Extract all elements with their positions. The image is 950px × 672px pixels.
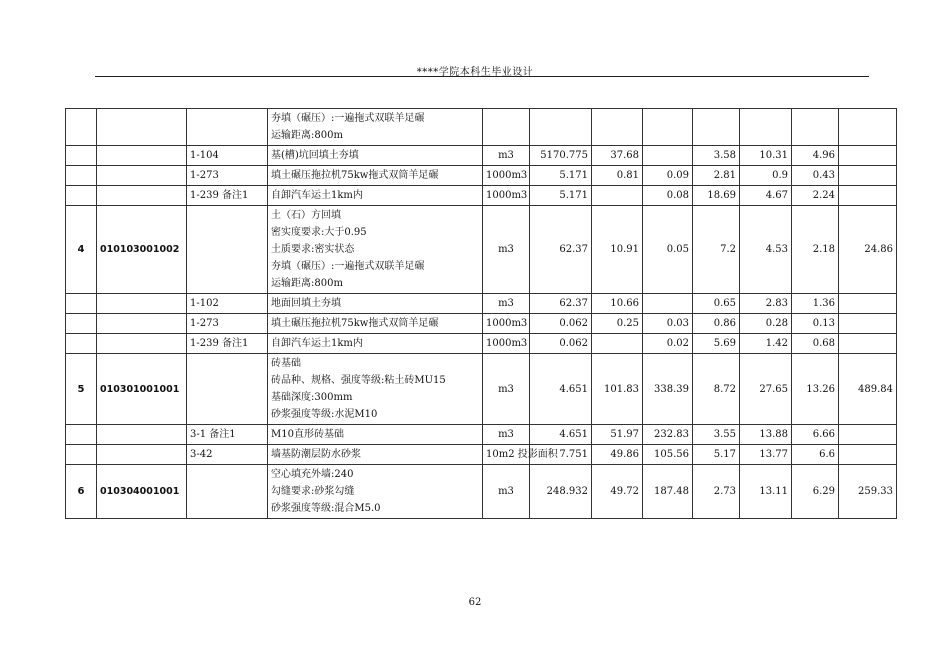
item-description-cell xyxy=(268,294,483,314)
item-description-cell xyxy=(268,354,483,425)
header-divider xyxy=(95,76,869,77)
quota-number-cell xyxy=(187,465,268,519)
material-cost-cell: 0.08 xyxy=(643,186,693,206)
material-cost-cell xyxy=(643,294,693,314)
table-row xyxy=(66,314,897,334)
description-line: 土质要求:密实状态 xyxy=(271,244,355,255)
unit-cell: 1000m3 xyxy=(483,334,530,354)
description-line: 填土碾压拖拉机75kw拖式双筒羊足碾 xyxy=(271,318,439,329)
comprehensive-unit-price-cell: 259.33 xyxy=(839,465,897,519)
comprehensive-unit-price-cell xyxy=(839,109,897,146)
material-cost-cell: 0.09 xyxy=(643,166,693,186)
table-row xyxy=(66,109,897,146)
profit-cell: 13.26 xyxy=(792,354,839,425)
description-line: 空心填充外墙:240 xyxy=(271,469,354,480)
item-description-cell xyxy=(268,465,483,519)
quota-number-cell: 1-102 xyxy=(187,294,268,314)
description-line: 密实度要求:大于0.95 xyxy=(271,227,367,238)
comprehensive-unit-price-cell xyxy=(839,425,897,445)
comprehensive-unit-price-cell xyxy=(839,314,897,334)
unit-cell: m3 xyxy=(483,465,530,519)
item-description-cell xyxy=(268,445,483,465)
labor-cost-cell: 0.25 xyxy=(592,314,643,334)
unit-cell: m3 xyxy=(483,294,530,314)
machine-cost-cell: 0.65 xyxy=(693,294,740,314)
labor-cost-cell: 101.83 xyxy=(592,354,643,425)
machine-cost-cell: 5.69 xyxy=(693,334,740,354)
table-row xyxy=(66,445,897,465)
description-line: 地面回填土夯填 xyxy=(271,298,341,309)
quota-number-cell: 1-239 备注1 xyxy=(187,334,268,354)
table-row xyxy=(66,186,897,206)
description-line: M10直形砖基础 xyxy=(271,429,344,440)
item-code-cell xyxy=(97,109,187,146)
quota-number-cell: 3-1 备注1 xyxy=(187,425,268,445)
material-cost-cell: 0.05 xyxy=(643,206,693,294)
item-code-cell xyxy=(97,186,187,206)
table-row xyxy=(66,425,897,445)
quantity-cell: 7.751 xyxy=(530,445,592,465)
description-line: 自卸汽车运土1km内 xyxy=(271,338,363,349)
labor-cost-cell: 51.97 xyxy=(592,425,643,445)
material-cost-cell xyxy=(643,109,693,146)
labor-cost-cell: 10.91 xyxy=(592,206,643,294)
table-row xyxy=(66,465,897,519)
quota-number-cell xyxy=(187,206,268,294)
quota-number-cell xyxy=(187,354,268,425)
description-line: 砂浆强度等级:水泥M10 xyxy=(271,409,378,420)
labor-cost-cell: 49.86 xyxy=(592,445,643,465)
material-cost-cell: 0.03 xyxy=(643,314,693,334)
machine-cost-cell: 2.73 xyxy=(693,465,740,519)
item-code-cell xyxy=(97,445,187,465)
management-fee-cell: 13.11 xyxy=(740,465,792,519)
description-line: 运输距离:800m xyxy=(271,278,343,289)
quantity-cell: 248.932 xyxy=(530,465,592,519)
profit-cell: 1.36 xyxy=(792,294,839,314)
description-line: 墙基防潮层防水砂浆 xyxy=(271,449,361,460)
table-row xyxy=(66,334,897,354)
item-description-cell xyxy=(268,166,483,186)
comprehensive-unit-price-cell xyxy=(839,445,897,465)
labor-cost-cell: 0.81 xyxy=(592,166,643,186)
table-row xyxy=(66,294,897,314)
item-number-cell: 5 xyxy=(66,354,97,425)
machine-cost-cell: 3.58 xyxy=(693,146,740,166)
labor-cost-cell: 10.66 xyxy=(592,294,643,314)
description-line: 自卸汽车运土1km内 xyxy=(271,190,363,201)
material-cost-cell: 338.39 xyxy=(643,354,693,425)
machine-cost-cell: 3.55 xyxy=(693,425,740,445)
quantity-cell: 4.651 xyxy=(530,425,592,445)
document-header-title: ****学院本科生毕业设计 xyxy=(416,67,534,78)
labor-cost-cell xyxy=(592,109,643,146)
quantity-cell: 62.37 xyxy=(530,206,592,294)
description-line: 砖品种、规格、强度等级:粘土砖MU15 xyxy=(271,375,446,386)
profit-cell: 6.6 xyxy=(792,445,839,465)
comprehensive-unit-price-cell xyxy=(839,146,897,166)
labor-cost-cell: 37.68 xyxy=(592,146,643,166)
profit-cell: 6.29 xyxy=(792,465,839,519)
item-code-cell xyxy=(97,166,187,186)
item-code-cell: 010301001001 xyxy=(97,354,187,425)
comprehensive-unit-price-cell xyxy=(839,166,897,186)
description-line: 填土碾压拖拉机75kw拖式双筒羊足碾 xyxy=(271,170,439,181)
table-row xyxy=(66,354,897,425)
unit-cell: 1000m3 xyxy=(483,186,530,206)
unit-cell: 1000m3 xyxy=(483,314,530,334)
item-description-cell xyxy=(268,206,483,294)
machine-cost-cell: 5.17 xyxy=(693,445,740,465)
item-number-cell xyxy=(66,445,97,465)
item-description-cell xyxy=(268,314,483,334)
material-cost-cell: 0.02 xyxy=(643,334,693,354)
item-code-cell: 010304001001 xyxy=(97,465,187,519)
item-number-cell xyxy=(66,146,97,166)
material-cost-cell: 105.56 xyxy=(643,445,693,465)
quantity-cell: 0.062 xyxy=(530,314,592,334)
quantity-cell: 0.062 xyxy=(530,334,592,354)
description-line: 土（石）方回填 xyxy=(271,210,341,221)
item-code-cell xyxy=(97,294,187,314)
material-cost-cell: 187.48 xyxy=(643,465,693,519)
description-line: 基(槽)坑回填土夯填 xyxy=(271,150,359,161)
item-number-cell xyxy=(66,166,97,186)
management-fee-cell: 13.77 xyxy=(740,445,792,465)
quota-number-cell: 1-239 备注1 xyxy=(187,186,268,206)
description-line: 勾缝要求:砂浆勾缝 xyxy=(271,486,355,497)
comprehensive-unit-price-cell xyxy=(839,186,897,206)
management-fee-cell: 10.31 xyxy=(740,146,792,166)
item-description-cell xyxy=(268,109,483,146)
labor-cost-cell: 49.72 xyxy=(592,465,643,519)
unit-cell: m3 xyxy=(483,206,530,294)
description-line: 砂浆强度等级:混合M5.0 xyxy=(271,503,381,514)
profit-cell: 0.68 xyxy=(792,334,839,354)
description-line: 夯填（碾压）:一遍拖式双联羊足碾 xyxy=(271,113,425,124)
comprehensive-unit-price-cell xyxy=(839,334,897,354)
profit-cell: 6.66 xyxy=(792,425,839,445)
quota-number-cell: 1-273 xyxy=(187,314,268,334)
management-fee-cell: 27.65 xyxy=(740,354,792,425)
table-row xyxy=(66,206,897,294)
profit-cell: 2.24 xyxy=(792,186,839,206)
machine-cost-cell: 0.86 xyxy=(693,314,740,334)
quantity-cell xyxy=(530,109,592,146)
item-code-cell xyxy=(97,425,187,445)
quantity-cell: 5170.775 xyxy=(530,146,592,166)
profit-cell: 0.13 xyxy=(792,314,839,334)
item-number-cell xyxy=(66,425,97,445)
comprehensive-unit-price-cell: 24.86 xyxy=(839,206,897,294)
unit-cell: 1000m3 xyxy=(483,166,530,186)
item-number-cell xyxy=(66,109,97,146)
item-number-cell xyxy=(66,314,97,334)
machine-cost-cell: 8.72 xyxy=(693,354,740,425)
management-fee-cell: 2.83 xyxy=(740,294,792,314)
machine-cost-cell: 7.2 xyxy=(693,206,740,294)
item-code-cell xyxy=(97,314,187,334)
description-line: 砖基础 xyxy=(271,358,301,369)
unit-cell: 10m2 投影面积 xyxy=(483,445,530,465)
description-line: 运输距离:800m xyxy=(271,130,343,141)
management-fee-cell: 13.88 xyxy=(740,425,792,445)
item-number-cell xyxy=(66,334,97,354)
management-fee-cell: 0.28 xyxy=(740,314,792,334)
profit-cell: 4.96 xyxy=(792,146,839,166)
labor-cost-cell xyxy=(592,334,643,354)
profit-cell xyxy=(792,109,839,146)
item-number-cell: 4 xyxy=(66,206,97,294)
quantity-cell: 5.171 xyxy=(530,166,592,186)
management-fee-cell: 0.9 xyxy=(740,166,792,186)
table-row xyxy=(66,166,897,186)
quantity-cell: 62.37 xyxy=(530,294,592,314)
quota-number-cell: 1-104 xyxy=(187,146,268,166)
machine-cost-cell: 2.81 xyxy=(693,166,740,186)
unit-cell xyxy=(483,109,530,146)
comprehensive-unit-price-cell: 489.84 xyxy=(839,354,897,425)
quota-number-cell xyxy=(187,109,268,146)
profit-cell: 2.18 xyxy=(792,206,839,294)
cost-analysis-table xyxy=(65,108,897,519)
description-line: 夯填（碾压）:一遍拖式双联羊足碾 xyxy=(271,261,425,272)
item-description-cell xyxy=(268,334,483,354)
quota-number-cell: 3-42 xyxy=(187,445,268,465)
description-line: 基础深度:300mm xyxy=(271,392,353,403)
comprehensive-unit-price-cell xyxy=(839,294,897,314)
management-fee-cell: 4.67 xyxy=(740,186,792,206)
item-description-cell xyxy=(268,186,483,206)
management-fee-cell xyxy=(740,109,792,146)
item-description-cell xyxy=(268,425,483,445)
table-body xyxy=(66,109,897,519)
item-code-cell xyxy=(97,334,187,354)
profit-cell: 0.43 xyxy=(792,166,839,186)
item-number-cell: 6 xyxy=(66,465,97,519)
page-number: 62 xyxy=(468,597,482,608)
item-number-cell xyxy=(66,186,97,206)
machine-cost-cell xyxy=(693,109,740,146)
management-fee-cell: 4.53 xyxy=(740,206,792,294)
item-description-cell xyxy=(268,146,483,166)
machine-cost-cell: 18.69 xyxy=(693,186,740,206)
table-row xyxy=(66,146,897,166)
quantity-cell: 5.171 xyxy=(530,186,592,206)
unit-cell: m3 xyxy=(483,354,530,425)
item-code-cell xyxy=(97,146,187,166)
item-code-cell: 010103001002 xyxy=(97,206,187,294)
material-cost-cell xyxy=(643,146,693,166)
item-number-cell xyxy=(66,294,97,314)
labor-cost-cell xyxy=(592,186,643,206)
unit-cell: m3 xyxy=(483,425,530,445)
unit-cell: m3 xyxy=(483,146,530,166)
management-fee-cell: 1.42 xyxy=(740,334,792,354)
quantity-cell: 4.651 xyxy=(530,354,592,425)
quota-number-cell: 1-273 xyxy=(187,166,268,186)
material-cost-cell: 232.83 xyxy=(643,425,693,445)
